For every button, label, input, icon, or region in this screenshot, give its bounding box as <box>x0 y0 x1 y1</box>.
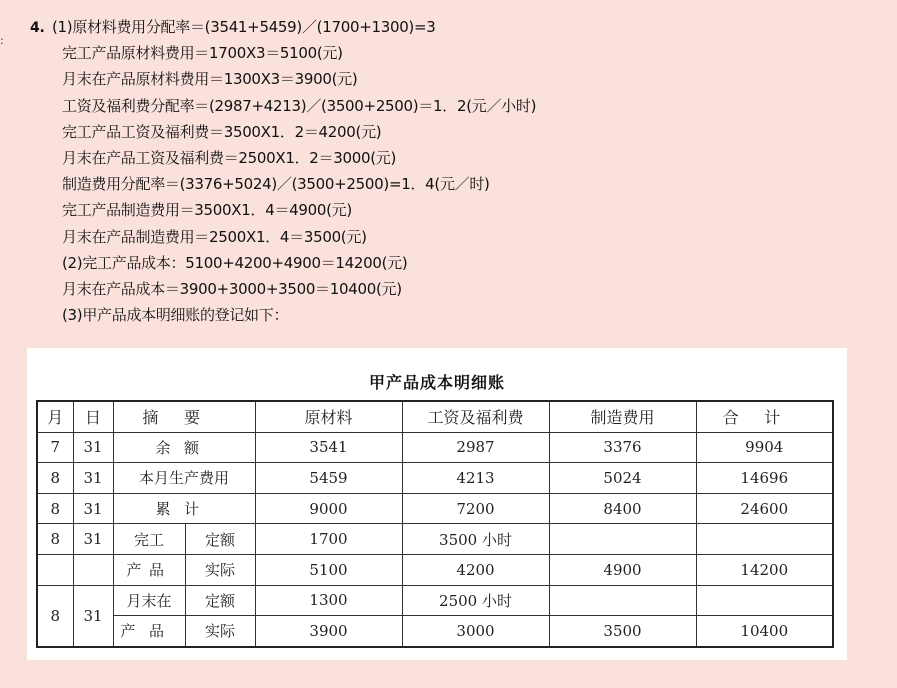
cell-overhead: 5024 <box>549 463 696 494</box>
header-month: 月 <box>37 401 73 432</box>
cell-materials: 1300 <box>255 585 402 616</box>
finished-actual-label: 实际 <box>185 554 255 585</box>
cell-day <box>73 554 113 585</box>
cell-materials: 5459 <box>255 463 402 494</box>
cell-summary: 累计 <box>113 493 255 524</box>
cell-materials: 5100 <box>255 554 402 585</box>
cell-materials: 9000 <box>255 493 402 524</box>
cell-overhead <box>549 524 696 555</box>
cell-month: 8 <box>37 493 73 524</box>
cell-total <box>696 585 833 616</box>
ledger-title: 甲产品成本明细账 <box>368 373 505 392</box>
cell-wages: 3500 小时 <box>402 524 549 555</box>
wip-quota-label: 定额 <box>185 585 255 616</box>
edge-mark: : <box>0 34 4 47</box>
table-row <box>37 493 833 524</box>
cell-day: 31 <box>73 524 113 555</box>
wip-actual-label: 实际 <box>185 616 255 647</box>
cell-total: 14200 <box>696 554 833 585</box>
solution-line-10: (2)完工产品成本：5100+4200+4900＝14200(元) <box>62 253 408 272</box>
question-number: 4. <box>30 20 45 36</box>
table-row <box>37 463 833 494</box>
wip-label-bottom: 产品 <box>113 616 185 647</box>
cell-total: 14696 <box>696 463 833 494</box>
header-day: 日 <box>73 401 113 432</box>
cell-overhead: 4900 <box>549 554 696 585</box>
ledger-header-row <box>37 401 833 432</box>
solution-line-9: 月末在产品制造费用＝2500X1．4＝3500(元) <box>62 227 367 246</box>
cell-day: 31 <box>73 463 113 494</box>
cell-wages: 7200 <box>402 493 549 524</box>
cell-overhead: 3500 <box>549 616 696 647</box>
cell-total: 9904 <box>696 432 833 463</box>
finished-quota-label: 定额 <box>185 524 255 555</box>
cell-wages: 4200 <box>402 554 549 585</box>
table-row <box>37 585 833 616</box>
cell-overhead: 8400 <box>549 493 696 524</box>
cell-month <box>37 554 73 585</box>
cell-materials: 3900 <box>255 616 402 647</box>
cell-total <box>696 524 833 555</box>
cell-month: 7 <box>37 432 73 463</box>
header-overhead: 制造费用 <box>549 401 696 432</box>
table-row <box>37 554 833 585</box>
solution-line-8: 完工产品制造费用＝3500X1．4＝4900(元) <box>62 201 352 220</box>
cell-materials: 1700 <box>255 524 402 555</box>
cell-summary: 本月生产费用 <box>113 463 255 494</box>
cell-total: 10400 <box>696 616 833 647</box>
wip-label-top: 月末在 <box>113 585 185 616</box>
header-summary: 摘要 <box>113 401 255 432</box>
solution-line-4: 工资及福利费分配率＝(2987+4213)／(3500+2500)＝1．2(元／小时) <box>62 96 537 115</box>
finished-label-bottom: 产品 <box>113 554 185 585</box>
table-row <box>37 616 833 647</box>
cell-overhead: 3376 <box>549 432 696 463</box>
cell-wages: 3000 <box>402 616 549 647</box>
solution-line-5: 完工产品工资及福利费＝3500X1．2＝4200(元) <box>62 122 382 141</box>
cell-wages: 4213 <box>402 463 549 494</box>
solution-text <box>30 14 870 328</box>
ledger-table <box>36 400 834 648</box>
table-row <box>37 432 833 463</box>
cell-month: 8 <box>37 585 73 647</box>
solution-line-6: 月末在产品工资及福利费＝2500X1．2＝3000(元) <box>62 148 397 167</box>
cell-wages: 2500 小时 <box>402 585 549 616</box>
cell-day: 31 <box>73 493 113 524</box>
header-total: 合计 <box>696 401 833 432</box>
solution-line-12: (3)甲产品成本明细账的登记如下： <box>62 306 289 325</box>
cell-day: 31 <box>73 432 113 463</box>
header-materials: 原材料 <box>255 401 402 432</box>
solution-line-7: 制造费用分配率＝(3376+5024)／(3500+2500)=1．4(元／时) <box>62 175 490 194</box>
table-row <box>37 524 833 555</box>
solution-line-3: 月末在产品原材料费用＝1300X3＝3900(元) <box>62 70 358 89</box>
cell-wages: 2987 <box>402 432 549 463</box>
cell-overhead <box>549 585 696 616</box>
cell-total: 24600 <box>696 493 833 524</box>
finished-label-top: 完工 <box>113 524 185 555</box>
ledger-panel <box>27 348 847 660</box>
cell-month: 8 <box>37 524 73 555</box>
cell-month: 8 <box>37 463 73 494</box>
cell-summary: 余额 <box>113 432 255 463</box>
header-wages: 工资及福利费 <box>402 401 549 432</box>
solution-line-11: 月末在产品成本＝3900+3000+3500＝10400(元) <box>62 279 402 298</box>
solution-line-2: 完工产品原材料费用＝1700X3＝5100(元) <box>62 44 343 63</box>
cell-day: 31 <box>73 585 113 647</box>
cell-materials: 3541 <box>255 432 402 463</box>
solution-line-1: 4. (1)原材料费用分配率＝(3541+5459)／(1700+1300)=3 <box>30 14 870 40</box>
